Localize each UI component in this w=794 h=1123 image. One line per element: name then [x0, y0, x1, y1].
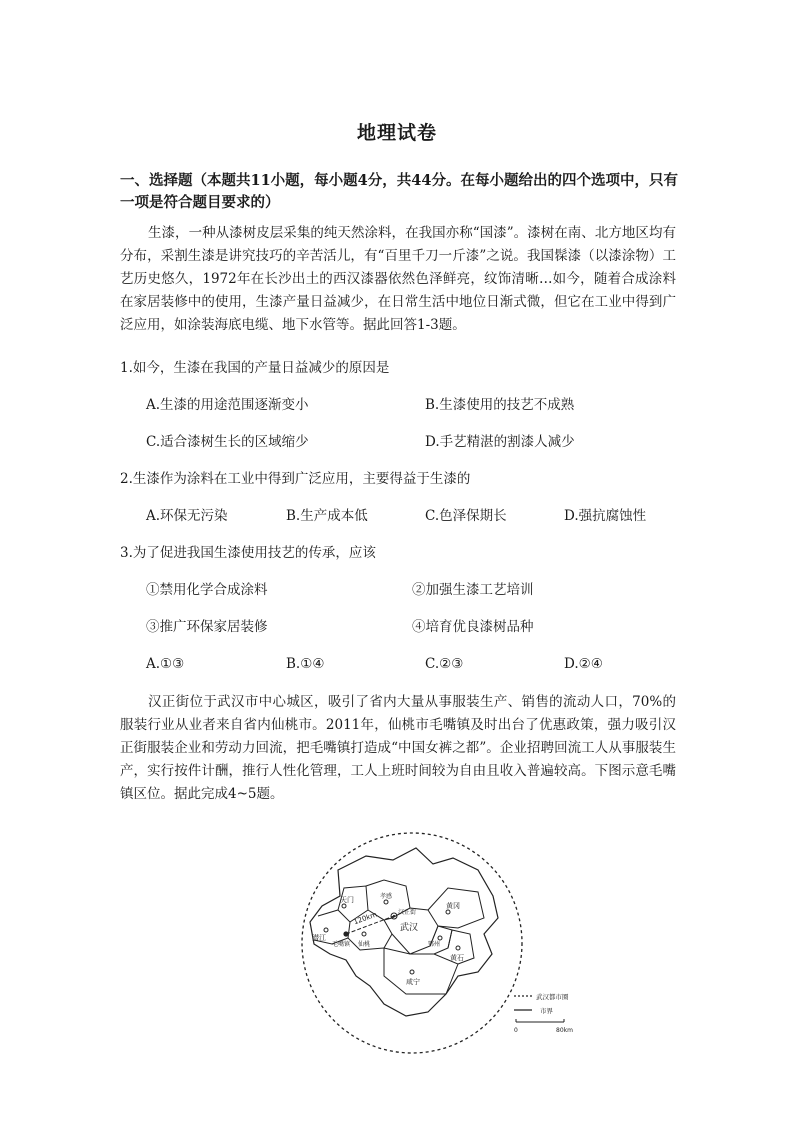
maozui-location-map	[288, 826, 598, 1056]
reading-passage-1: 生漆，一种从漆树皮层采集的纯天然涂料，在我国亦称“国漆”。漆树在南、北方地区均有分布，采割生漆是讲究技巧的辛苦活儿，有“百里千刀一斤漆”之说。我国髹漆（以漆涂物）工艺历史悠久，1972年在长沙出土的西汉漆器依然色泽鲜亮，纹饰清晰…如今，随着合成涂料在家居装修中的使用，生漆产量日益减少，在日常生活中地位日渐式微，但它在工业中得到广泛应用，如涂装海底电缆、地下水管等。据此回答1-3题。	[120, 225, 676, 333]
label-hanzhengjie: 汉正街	[398, 909, 417, 916]
question-2-option-b[interactable]: B.生产成本低	[286, 508, 368, 524]
huanggang-marker	[446, 910, 450, 914]
map-svg	[288, 826, 598, 1056]
label-wuhan: 武汉	[400, 923, 419, 933]
question-3-option-a[interactable]: A.①③	[146, 656, 185, 672]
exam-title: 地理试卷	[356, 122, 437, 144]
label-distance: 120km	[352, 910, 379, 927]
question-3-statement-2: ②加强生漆工艺培训	[412, 582, 534, 598]
question-1-option-a[interactable]: A.生漆的用途范围逐渐变小	[146, 397, 309, 413]
legend-circle-label: 武汉都市圈	[536, 993, 569, 1001]
question-3-statement-3: ③推广环保家居装修	[146, 619, 268, 635]
xianning-marker	[410, 970, 414, 974]
legend-boundary-label: 市界	[540, 1007, 553, 1015]
reading-passage-2: 汉正街位于武汉市中心城区，吸引了省内大量从事服装生产、销售的流动人口，70%的服装行业从业者来自省内仙桃市。2011年，仙桃市毛嘴镇及时出台了优惠政策，强力吸引汉正街服装企业和劳动力回流，把毛嘴镇打造成“中国女裤之都”。企业招聘回流工人从事服装生产，实行按件计酬，推行人性化管理，工人上班时间较为自由且收入普遍较高。下图示意毛嘴镇区位。据此完成4~5题。	[120, 694, 676, 802]
question-1-stem: 1.如今，生漆在我国的产量日益减少的原因是	[120, 360, 390, 376]
label-qianjiang: 潜江	[312, 934, 326, 942]
tianmen-marker	[342, 904, 346, 908]
question-3-statement-1: ①禁用化学合成涂料	[146, 582, 268, 598]
question-1-option-c[interactable]: C.适合漆树生长的区域缩少	[146, 434, 309, 450]
label-xiaogan: 孝感	[380, 893, 393, 900]
question-2-option-c[interactable]: C.色泽保期长	[425, 508, 507, 524]
label-xiantao: 仙桃	[358, 941, 371, 948]
label-huanggang: 黄冈	[446, 902, 460, 910]
label-xianning: 咸宁	[406, 978, 420, 986]
maozui-marker	[343, 931, 348, 936]
label-huangshi: 黄石	[450, 954, 464, 962]
question-3-statement-4: ④培育优良漆树品种	[412, 619, 534, 635]
question-2-option-a[interactable]: A.环保无污染	[146, 508, 228, 524]
scale-zero: 0	[514, 1027, 518, 1034]
boundary-xianning	[384, 948, 458, 994]
question-2-stem: 2.生漆作为涂料在工业中得到广泛应用，主要得益于生漆的	[120, 471, 471, 487]
question-3-option-b[interactable]: B.①④	[286, 656, 325, 672]
huangshi-marker	[456, 946, 460, 950]
question-3-option-c[interactable]: C.②③	[425, 656, 464, 672]
label-maozui: 毛嘴镇	[332, 941, 351, 948]
label-ezhou: 鄂州	[428, 941, 441, 948]
ezhou-marker	[438, 936, 442, 940]
xiantao-marker	[362, 932, 366, 936]
question-3-option-d[interactable]: D.②④	[564, 656, 603, 672]
label-tianmen: 天门	[340, 896, 354, 904]
xiaogan-marker	[384, 900, 388, 904]
section-header: 一、选择题（本题共11小题，每小题4分，共44分。在每小题给出的四个选项中，只有一项是符合题目要求的）	[120, 172, 678, 211]
scale-end: 80km	[556, 1027, 573, 1034]
question-3-stem: 3.为了促进我国生漆使用技艺的传承，应该	[120, 545, 376, 561]
hanzhengjie-marker-dot	[393, 915, 395, 917]
question-1-option-d[interactable]: D.手艺精湛的割漆人减少	[425, 434, 575, 450]
question-2-option-d[interactable]: D.强抗腐蚀性	[564, 508, 647, 524]
qianjiang-marker	[324, 928, 328, 932]
question-1-option-b[interactable]: B.生漆使用的技艺不成熟	[425, 397, 575, 413]
